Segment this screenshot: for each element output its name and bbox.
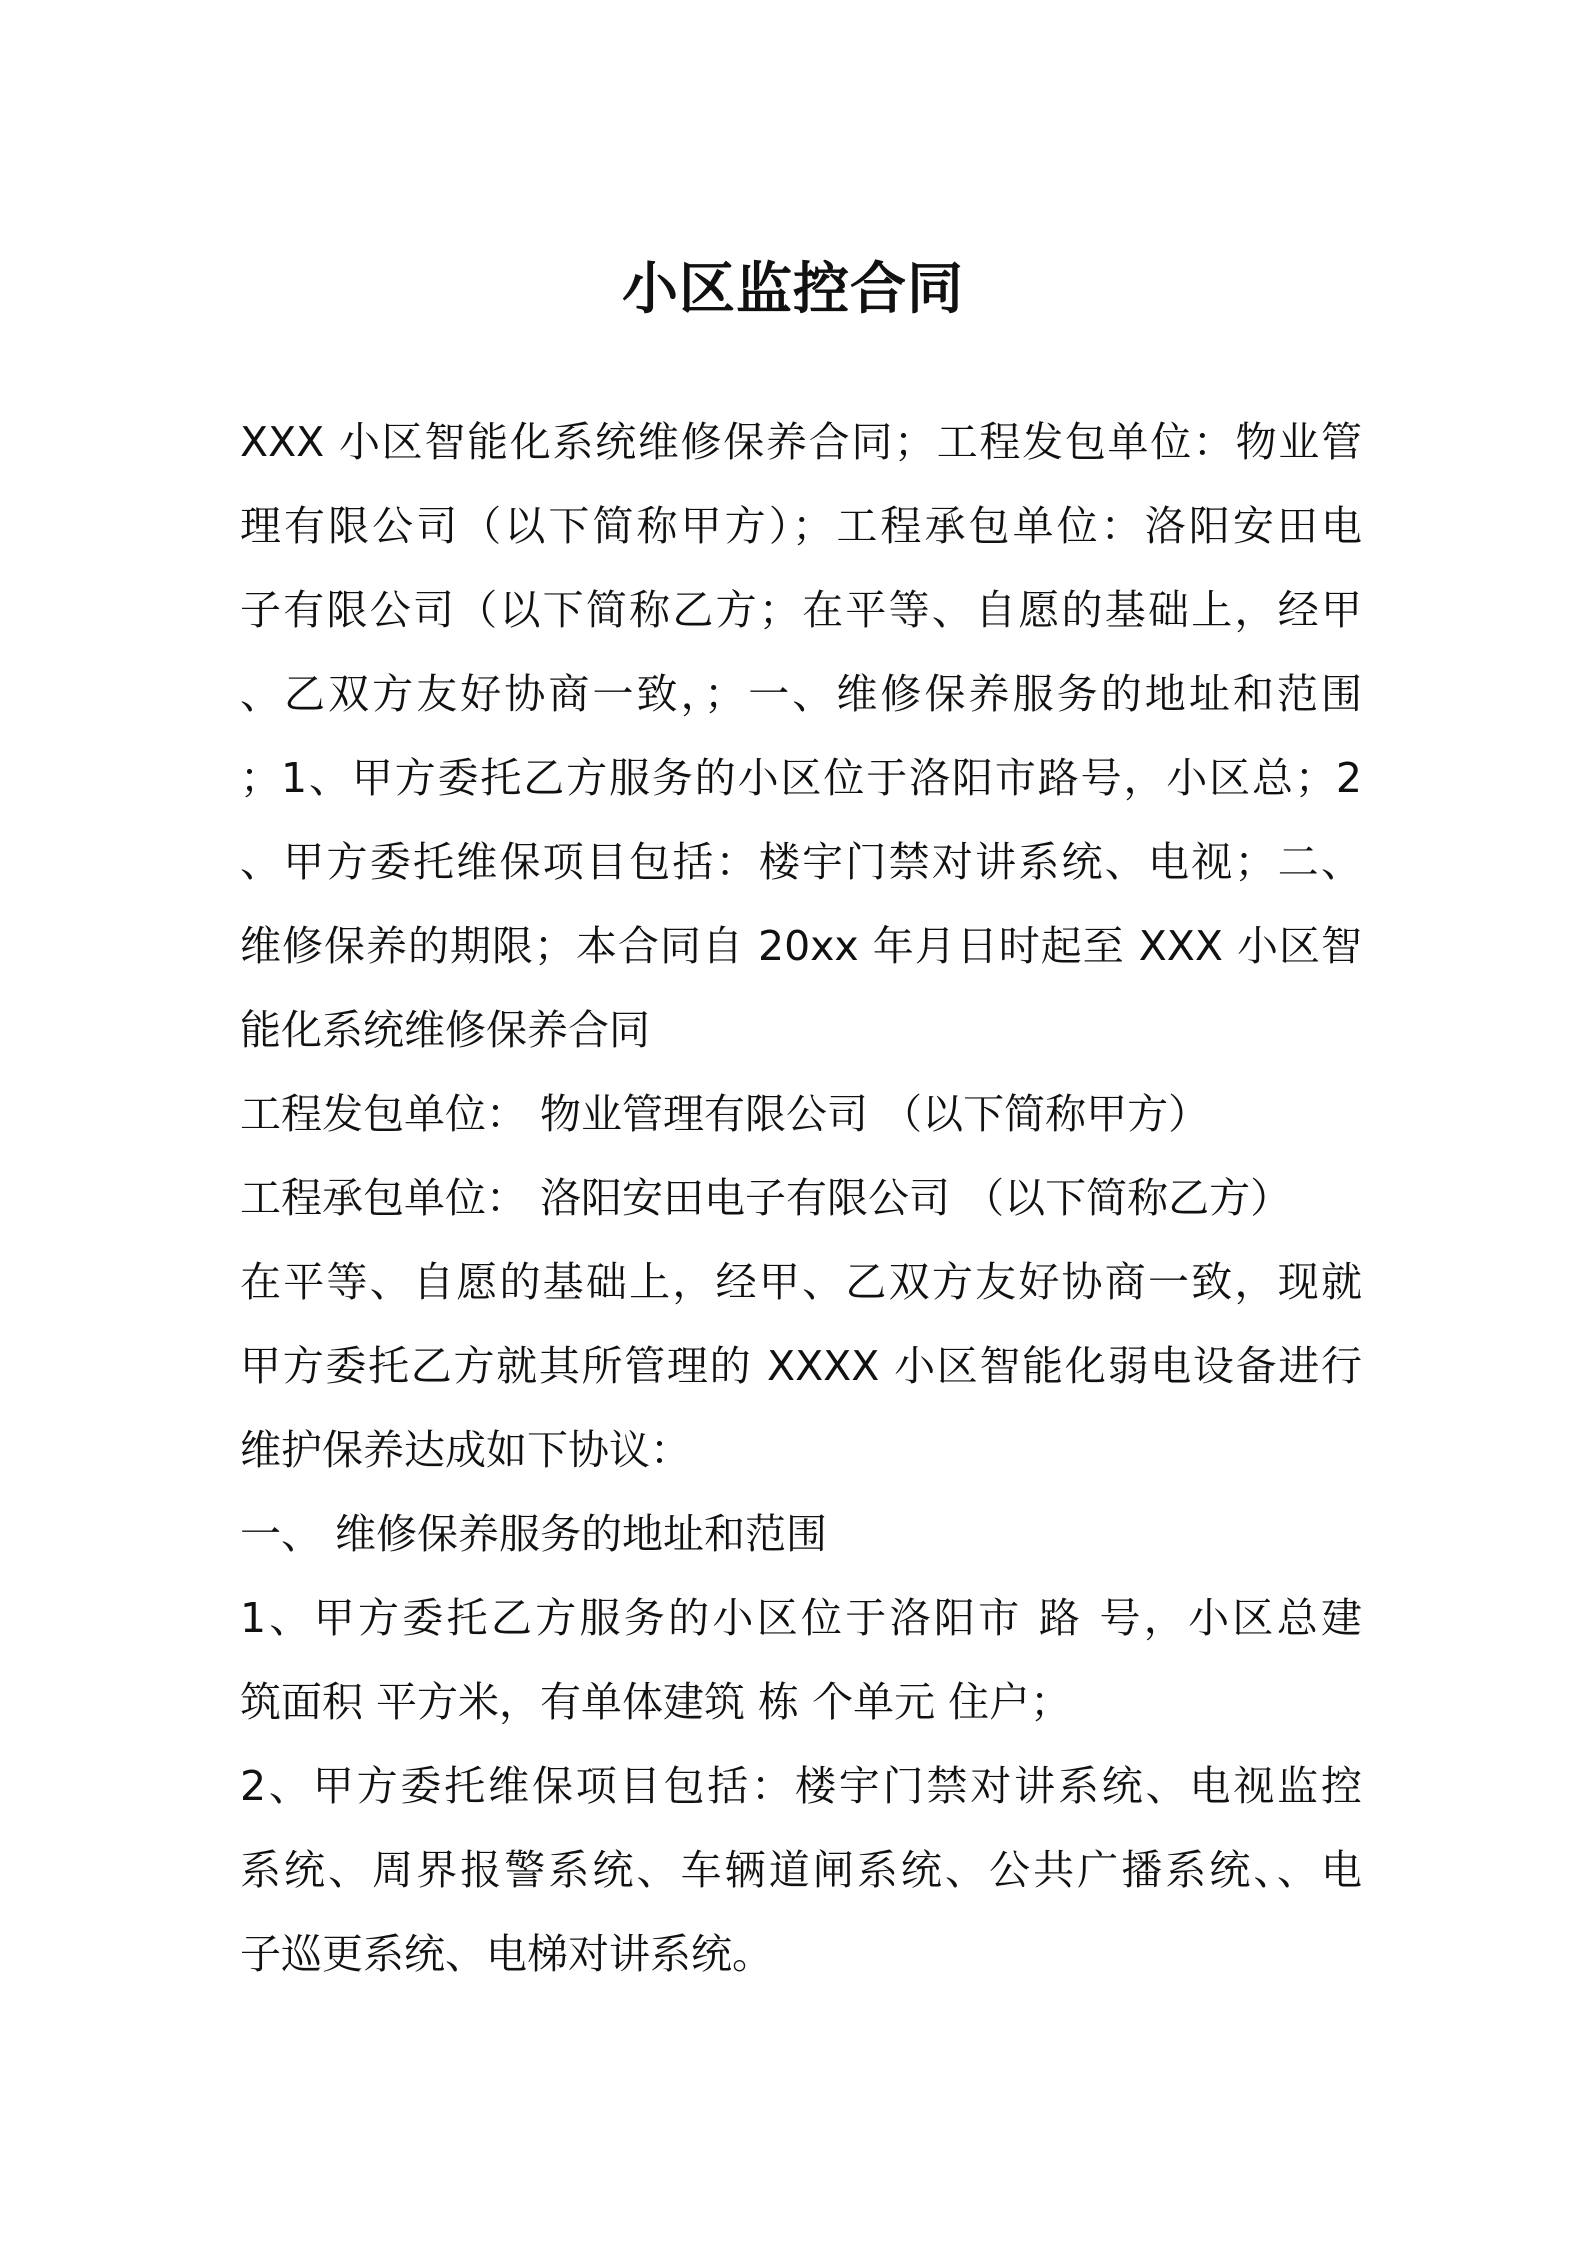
text-line: 理有限公司（以下简称甲方）；工程承包单位：洛阳安田电: [240, 502, 1362, 550]
text-line: 在平等、自愿的基础上，经甲、乙双方友好协商一致，现就: [240, 1258, 1362, 1306]
text-line: ；1、甲方委托乙方服务的小区位于洛阳市路号，小区总；2: [240, 754, 1362, 802]
section-heading: 一、 维修保养服务的地址和范围: [240, 1510, 828, 1558]
text-line: 、乙双方友好协商一致，；一、维修保养服务的地址和范围: [240, 670, 1362, 718]
text-line: 维修保养的期限；本合同自 20xx 年月日时起至 XXX 小区智: [240, 922, 1362, 970]
text-line: 子巡更系统、电梯对讲系统。: [240, 1930, 773, 1978]
text-line: 2、甲方委托维保项目包括：楼宇门禁对讲系统、电视监控: [240, 1762, 1362, 1810]
text-line: 能化系统维修保养合同: [240, 1006, 650, 1054]
text-line: 、甲方委托维保项目包括：楼宇门禁对讲系统、电视；二、: [240, 838, 1362, 886]
text-line: 筑面积 平方米，有单体建筑 栋 个单元 住户；: [240, 1678, 1072, 1726]
text-line: 子有限公司（以下简称乙方；在平等、自愿的基础上，经甲: [240, 586, 1362, 634]
text-line: 甲方委托乙方就其所管理的 XXXX 小区智能化弱电设备进行: [240, 1342, 1362, 1390]
text-line: 维护保养达成如下协议：: [240, 1426, 691, 1474]
text-line: 工程发包单位： 物业管理有限公司 （以下简称甲方）: [240, 1090, 1210, 1138]
document-title: 小区监控合同: [622, 257, 964, 322]
document-body: [240, 400, 1362, 1996]
text-line: 系统、周界报警系统、车辆道闸系统、公共广播系统、、电: [240, 1846, 1362, 1894]
text-line: XXX 小区智能化系统维修保养合同；工程发包单位：物业管: [240, 418, 1362, 466]
text-line: 1、甲方委托乙方服务的小区位于洛阳市 路 号，小区总建: [240, 1594, 1362, 1642]
text-line: 工程承包单位： 洛阳安田电子有限公司 （以下简称乙方）: [240, 1174, 1292, 1222]
